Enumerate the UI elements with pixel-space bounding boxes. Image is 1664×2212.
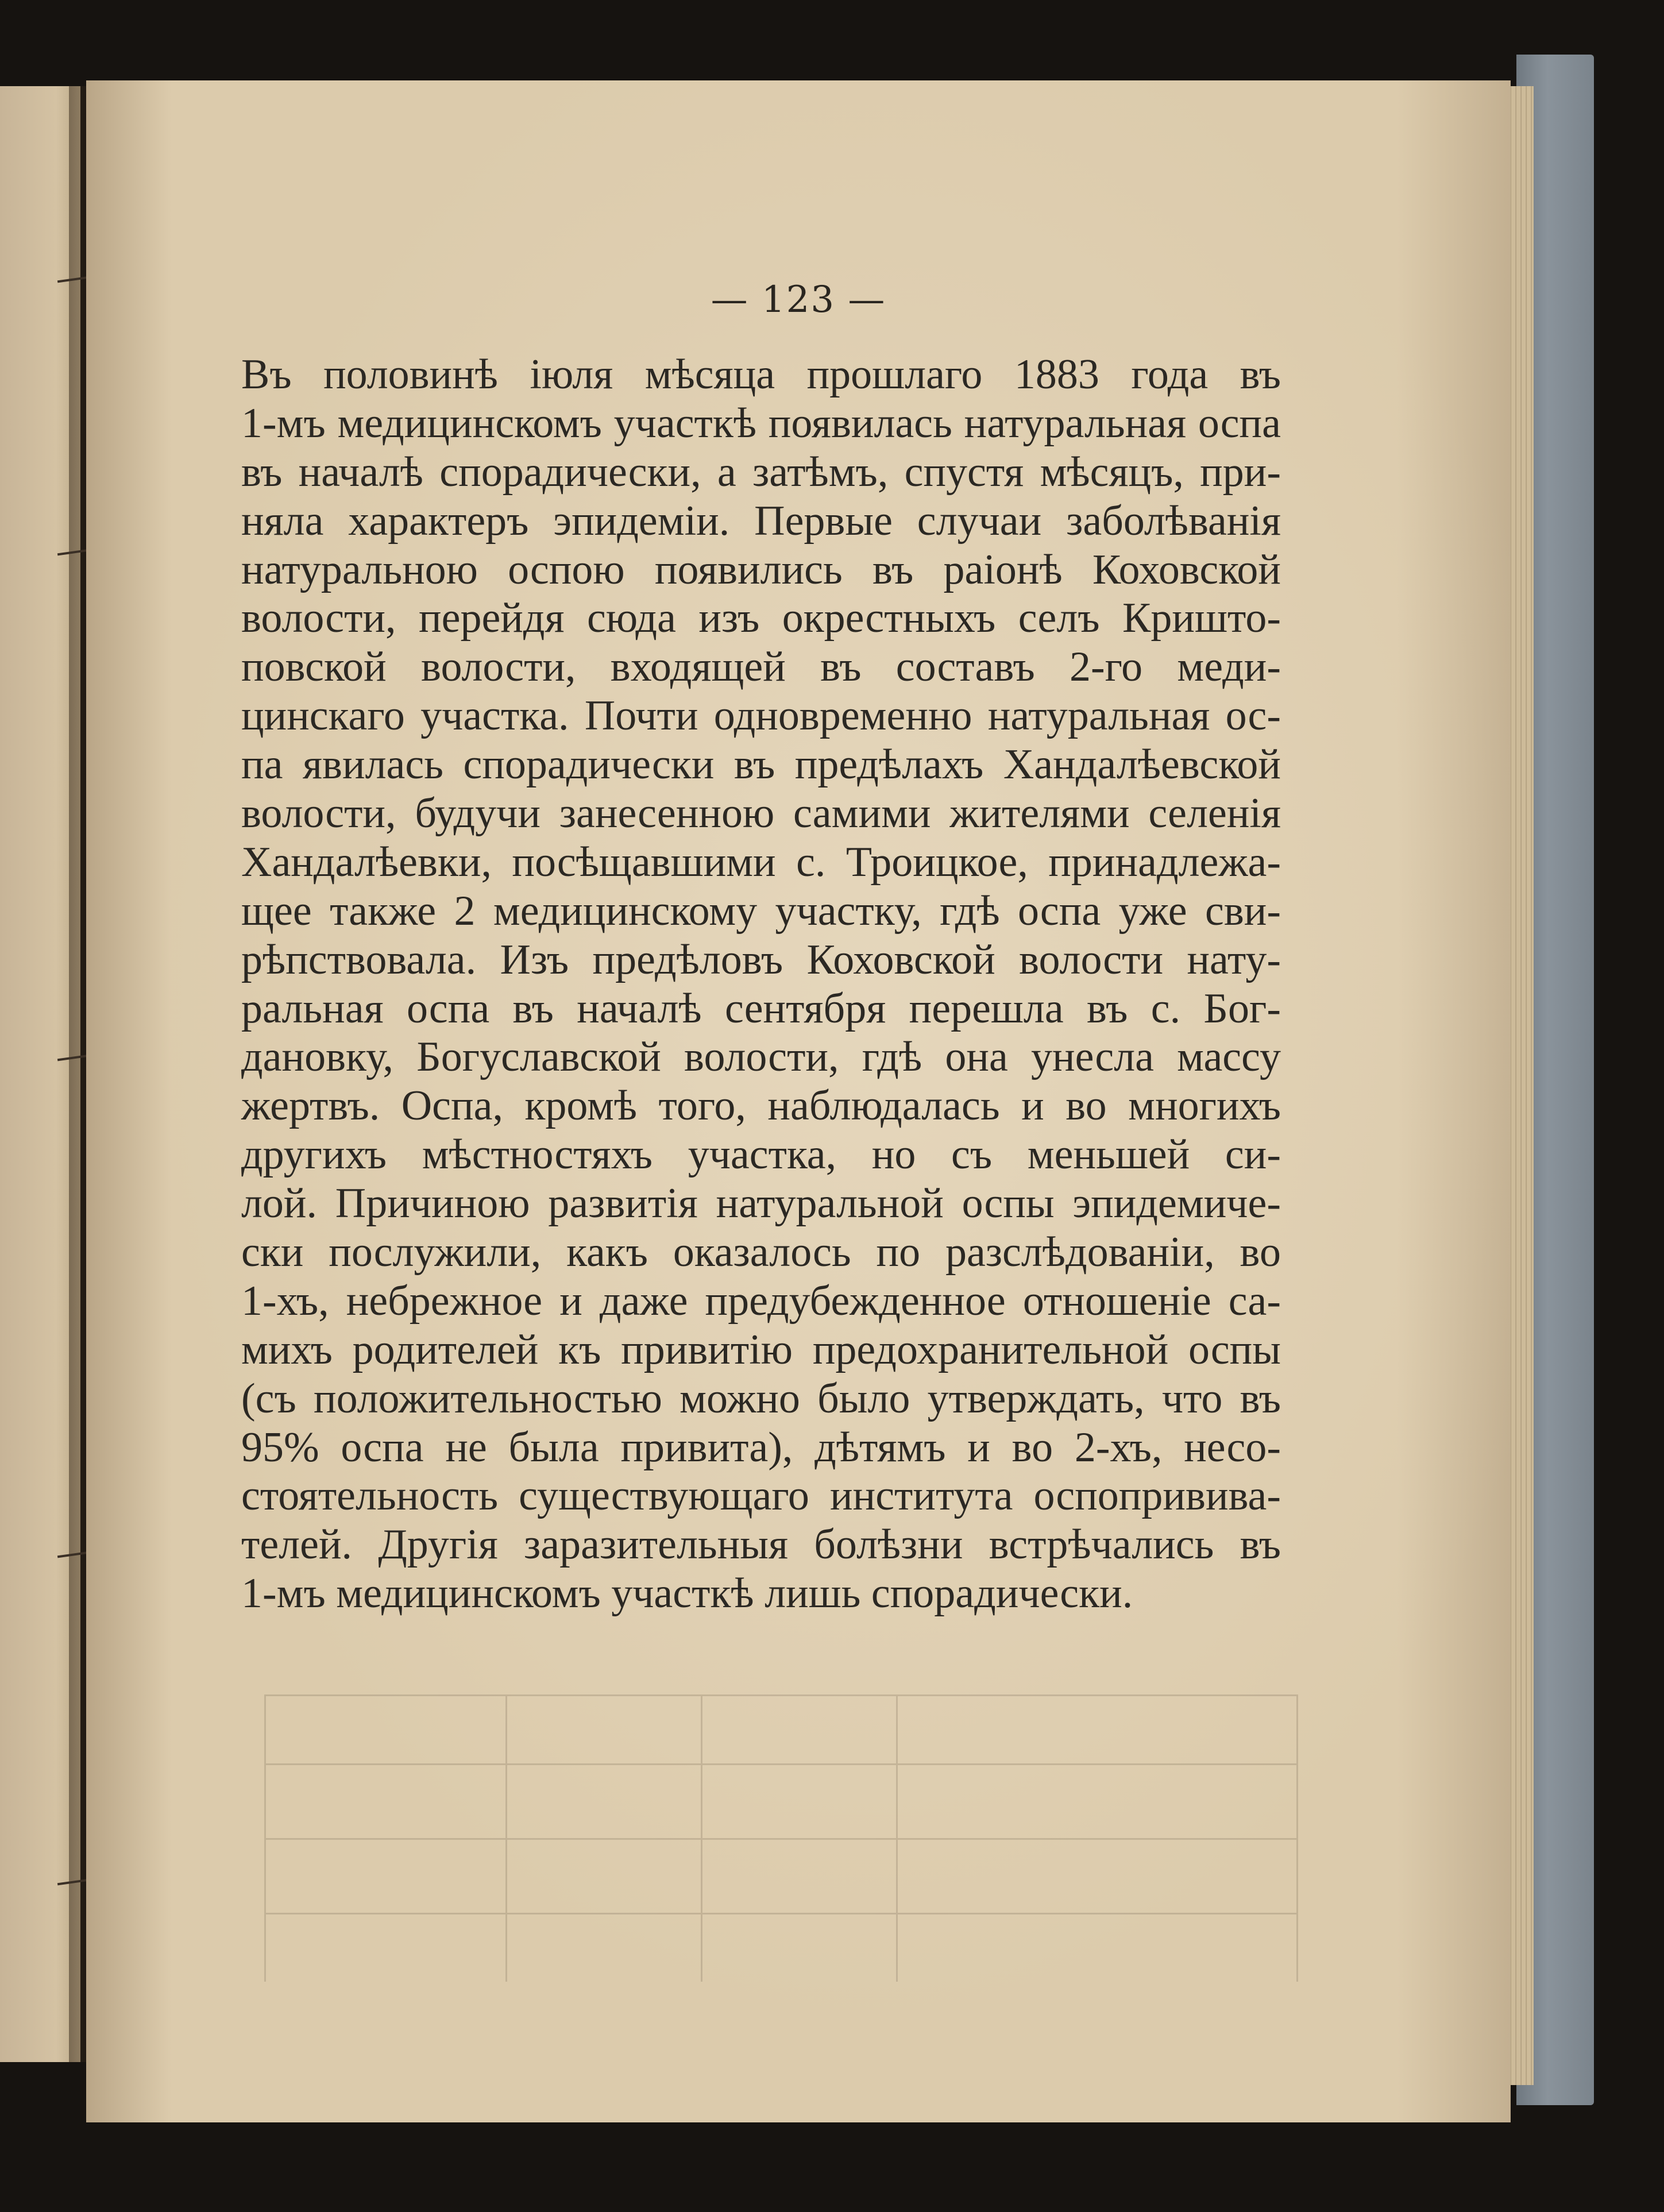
text-line: дановку, Богуславской волости, гдѣ она унесла массу [241, 1033, 1281, 1081]
text-line: михъ родителей къ привитію предохранительной оспы [241, 1326, 1281, 1373]
text-line: Хандалѣевки, посѣщавшими с. Троицкое, принадлежа- [241, 838, 1281, 886]
bleed-through-table [264, 1694, 1298, 1982]
text-line: ральная оспа въ началѣ сентября перешла въ с. Бог- [241, 985, 1281, 1032]
text-line: лой. Причиною развитія натуральной оспы эпидемиче- [241, 1180, 1281, 1227]
page-number: — 123 — [711, 279, 886, 321]
text-line: ски послужили, какъ оказалось по разслѣдованіи, во [241, 1229, 1281, 1276]
text-line: щее также 2 медицинскому участку, гдѣ оспа уже сви- [241, 887, 1281, 935]
text-line: рѣпствовала. Изъ предѣловъ Коховской волости нату- [241, 936, 1281, 983]
text-line: 1-хъ, небрежное и даже предубежденное отношеніе са- [241, 1277, 1281, 1325]
text-line: па явилась спорадически въ предѣлахъ Хандалѣевской [241, 741, 1281, 789]
text-line: Въ половинѣ іюля мѣсяца прошлаго 1883 года въ [241, 351, 1281, 398]
text-line: натуральною оспою появились въ раіонѣ Коховской [241, 546, 1281, 593]
text-line: стоятельность существующаго института оспопривива- [241, 1472, 1281, 1520]
text-line: жертвъ. Оспа, кромѣ того, наблюдалась и во многихъ [241, 1082, 1281, 1130]
text-line: другихъ мѣстностяхъ участка, но съ меньшей си- [241, 1131, 1281, 1179]
text-line: 95% оспа не была привита), дѣтямъ и во 2-хъ, несо- [241, 1423, 1281, 1471]
text-line: повской волости, входящей въ составъ 2-го меди- [241, 643, 1281, 691]
text-line: 1-мъ медицинскомъ участкѣ появилась натуральная оспа [241, 399, 1281, 447]
text-line: волости, будучи занесенною самими жителями селенія [241, 790, 1281, 837]
text-line: няла характеръ эпидеміи. Первые случаи заболѣванія [241, 497, 1281, 545]
text-line: въ началѣ спорадически, а затѣмъ, спустя мѣсяцъ, при- [241, 448, 1281, 496]
text-line: волости, перейдя сюда изъ окрестныхъ селъ Кришто- [241, 595, 1281, 642]
body-paragraph [241, 350, 1281, 1618]
text-line: (съ положительностью можно было утверждать, что въ [241, 1375, 1281, 1422]
facing-page-edge [0, 86, 80, 2062]
text-line: цинскаго участка. Почти одновременно натуральная ос- [241, 692, 1281, 740]
book-page [86, 80, 1511, 2122]
text-line: телей. Другія заразительныя болѣзни встрѣчались въ [241, 1521, 1281, 1569]
text-line: 1-мъ медицинскомъ участкѣ лишь спорадически. [241, 1570, 1133, 1617]
